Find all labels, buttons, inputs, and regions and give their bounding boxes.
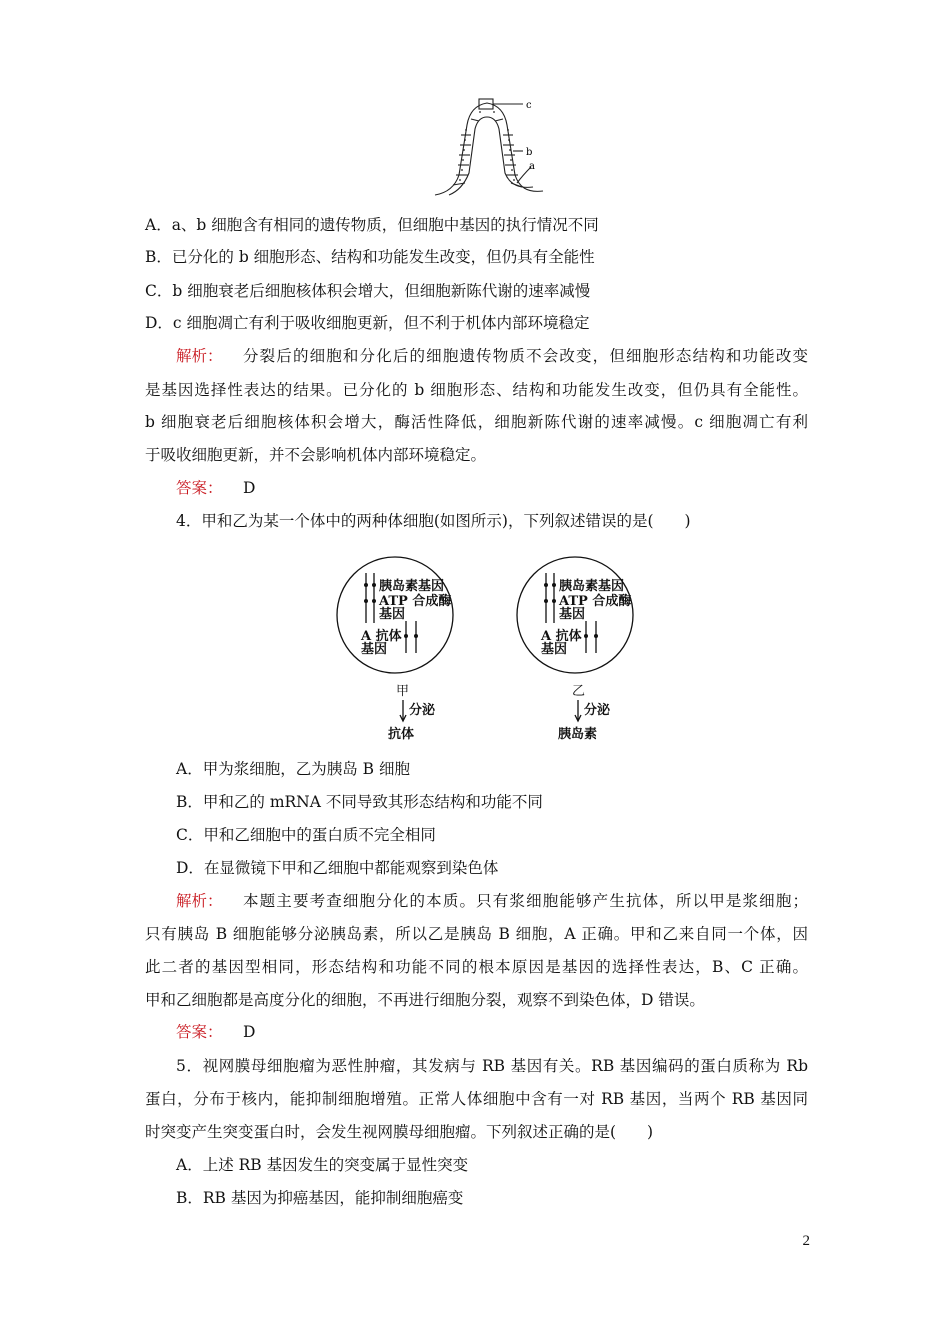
q4-analysis-line-1: 本题主要考查细胞分化的本质。只有浆细胞能够产生抗体，所以甲是浆细胞； — [243, 892, 808, 910]
insulin-gene-label-left: 胰岛素基因 — [379, 579, 445, 594]
q4-answer-label: 答案： — [176, 1023, 223, 1041]
q4-option-d: D．在显微镜下甲和乙细胞中都能观察到染色体 — [176, 859, 499, 877]
q3-analysis-label: 解析： — [176, 347, 223, 365]
antibody-gene-label-right-2: 基因 — [541, 642, 568, 657]
q3-answer: D — [243, 479, 256, 497]
cell-yi-label: 乙 — [572, 684, 586, 699]
secrete-label-left: 分泌 — [409, 703, 436, 718]
insulin-product-label: 胰岛素 — [558, 727, 598, 742]
secrete-label-right: 分泌 — [584, 703, 611, 718]
q5-stem-line-2: 蛋白，分布于核内，能抑制细胞增殖。正常人体细胞中含有一对 RB 基因，当两个 RB 基因同 — [145, 1090, 808, 1108]
q4-option-a: A．甲为浆细胞，乙为胰岛 B 细胞 — [176, 760, 410, 778]
q5-stem-line-3: 时突变产生突变蛋白时，会发生视网膜母细胞瘤。下列叙述正确的是( ) — [145, 1123, 654, 1141]
q4-analysis-line-3: 此二者的基因型相同，形态结构和功能不同的根本原因是基因的选择性表达，B、C 正确。 — [145, 958, 808, 976]
atp-gene-label-right-2: 基因 — [559, 607, 586, 622]
q3-analysis-line-1: 分裂后的细胞和分化后的细胞遗传物质不会改变，但细胞形态结构和功能改变 — [243, 347, 808, 365]
atp-gene-label-right-1: ATP 合成酶 — [559, 594, 632, 609]
q4-analysis-line-2: 只有胰岛 B 细胞能够分泌胰岛素，所以乙是胰岛 B 细胞，A 正确。甲和乙来自同一个体，因 — [145, 925, 808, 943]
q3-analysis-line-4: 于吸收细胞更新，并不会影响机体内部环境稳定。 — [145, 446, 487, 464]
q4-stem: 4．甲和乙为某一个体中的两种体细胞(如图所示)，下列叙述错误的是( ) — [176, 512, 691, 530]
q4-option-b: B．甲和乙的 mRNA 不同导致其形态结构和功能不同 — [176, 793, 543, 811]
cell-jia-label: 甲 — [396, 684, 410, 699]
q3-option-c: C．b 细胞衰老后细胞核体积会增大，但细胞新陈代谢的速率减慢 — [145, 282, 591, 300]
q3-option-d: D．c 细胞凋亡有利于吸收细胞更新，但不利于机体内部环境稳定 — [145, 314, 590, 332]
label-b: b — [526, 147, 533, 158]
page-number: 2 — [802, 1233, 810, 1249]
q5-option-a: A．上述 RB 基因发生的突变属于显性突变 — [176, 1156, 469, 1174]
antibody-gene-label-right-1: A 抗体 — [541, 629, 582, 644]
villus-figure — [425, 95, 555, 200]
atp-gene-label-left-2: 基因 — [379, 607, 406, 622]
q3-option-b: B．已分化的 b 细胞形态、结构和功能发生改变，但仍具有全能性 — [145, 248, 595, 266]
q4-analysis-label: 解析： — [176, 892, 223, 910]
q4-option-c: C．甲和乙细胞中的蛋白质不完全相同 — [176, 826, 436, 844]
q5-stem-line-1: 5．视网膜母细胞瘤为恶性肿瘤，其发病与 RB 基因有关。RB 基因编码的蛋白质称为 Rb — [176, 1057, 808, 1075]
q3-analysis-line-2: 是基因选择性表达的结果。已分化的 b 细胞形态、结构和功能发生改变，但仍具有全能性。 — [145, 381, 808, 399]
q4-analysis-line-4: 甲和乙细胞都是高度分化的细胞，不再进行细胞分裂，观察不到染色体，D 错误。 — [145, 991, 705, 1009]
q3-answer-label: 答案： — [176, 479, 223, 497]
q4-answer: D — [243, 1023, 256, 1041]
antibody-product-label: 抗体 — [388, 727, 415, 742]
label-c: c — [526, 100, 532, 111]
atp-gene-label-left-1: ATP 合成酶 — [379, 594, 452, 609]
antibody-gene-label-left-1: A 抗体 — [361, 629, 402, 644]
insulin-gene-label-right: 胰岛素基因 — [559, 579, 625, 594]
q5-option-b: B．RB 基因为抑癌基因，能抑制细胞癌变 — [176, 1189, 464, 1207]
label-a: a — [529, 161, 535, 172]
q3-analysis-line-3: b 细胞衰老后细胞核体积会增大，酶活性降低，细胞新陈代谢的速率减慢。c 细胞凋亡有利 — [145, 413, 808, 431]
two-cells-figure — [330, 545, 650, 750]
antibody-gene-label-left-2: 基因 — [361, 642, 388, 657]
q3-option-a: A．a、b 细胞含有相同的遗传物质，但细胞中基因的执行情况不同 — [145, 216, 599, 234]
